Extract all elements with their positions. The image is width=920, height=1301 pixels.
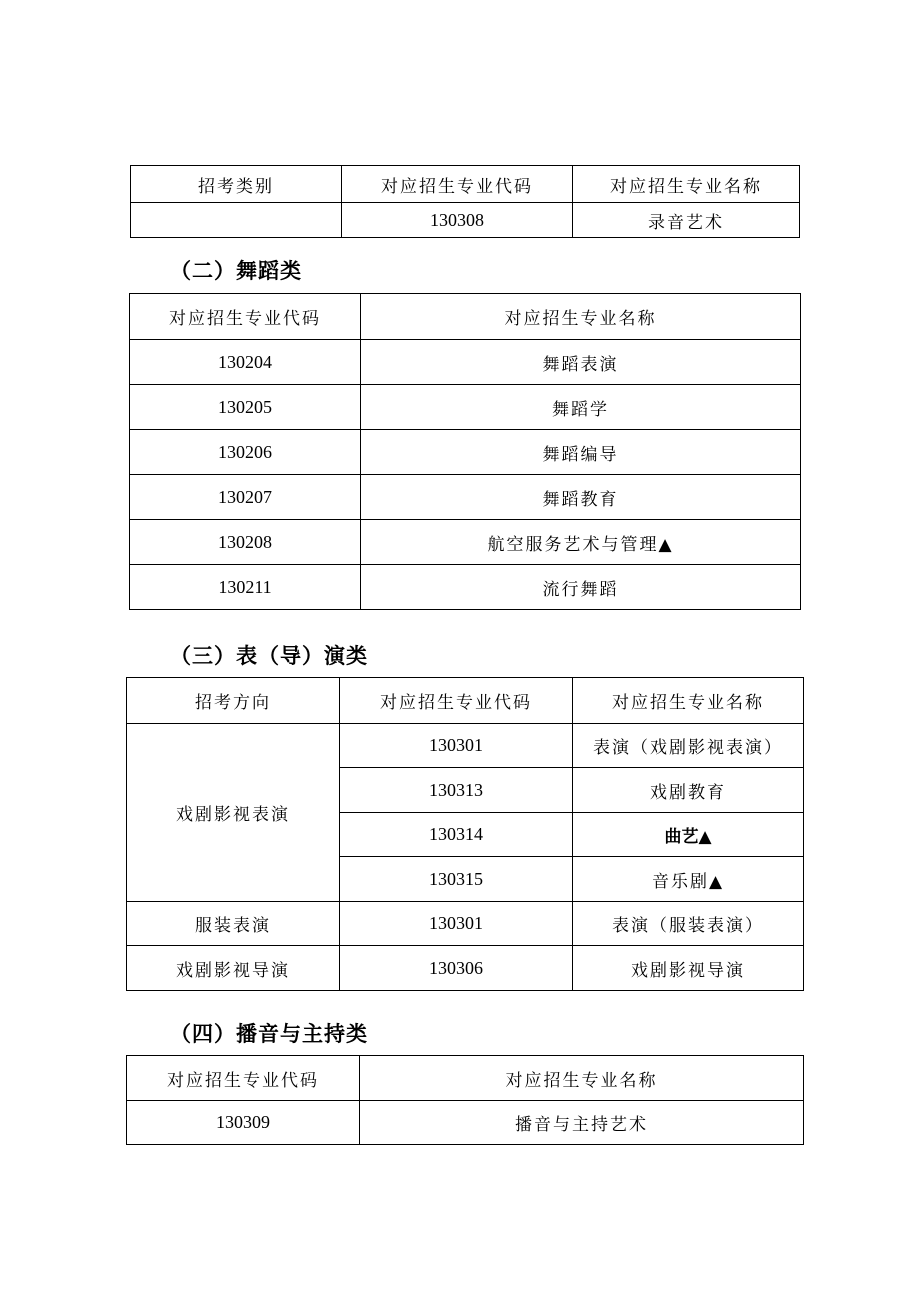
table-broadcasting (126, 1055, 804, 1145)
section-title-performance: （三）表（导）演类 (170, 644, 368, 668)
name-cell: 舞蹈学 (361, 385, 801, 430)
code-cell: 130313 (340, 768, 573, 813)
header-cell: 对应招生专业代码 (127, 1056, 360, 1101)
code-cell: 130314 (340, 813, 573, 857)
table-dance (129, 293, 801, 610)
code-cell: 130308 (342, 203, 573, 238)
table-row (131, 203, 800, 238)
header-cell: 对应招生专业名称 (361, 294, 801, 340)
table-row (130, 340, 801, 385)
name-cell: 戏剧教育 (573, 768, 804, 813)
name-cell: 曲艺▲ (573, 813, 804, 857)
table-row (127, 724, 804, 768)
name-cell: 舞蹈教育 (361, 475, 801, 520)
name-cell: 音乐剧▲ (573, 857, 804, 902)
header-cell: 招考类别 (131, 166, 342, 203)
direction-cell: 戏剧影视导演 (127, 946, 340, 991)
code-cell: 130306 (340, 946, 573, 991)
table-row (127, 902, 804, 946)
name-cell: 录音艺术 (573, 203, 800, 238)
code-cell: 130206 (130, 430, 361, 475)
table-row (130, 385, 801, 430)
direction-cell: 戏剧影视表演 (127, 724, 340, 902)
code-cell: 130309 (127, 1101, 360, 1145)
category-cell (131, 203, 342, 238)
name-cell: 航空服务艺术与管理▲ (361, 520, 801, 565)
table-header-row (127, 678, 804, 724)
header-cell: 对应招生专业名称 (360, 1056, 804, 1101)
header-cell: 对应招生专业代码 (340, 678, 573, 724)
name-cell: 表演（戏剧影视表演） (573, 724, 804, 768)
table-continued (130, 165, 800, 238)
name-cell: 表演（服装表演） (573, 902, 804, 946)
table-row (130, 520, 801, 565)
table-row (130, 475, 801, 520)
table-row (130, 565, 801, 610)
code-cell: 130207 (130, 475, 361, 520)
table-row (130, 430, 801, 475)
name-cell: 流行舞蹈 (361, 565, 801, 610)
header-cell: 对应招生专业代码 (342, 166, 573, 203)
header-cell: 对应招生专业代码 (130, 294, 361, 340)
section-title-broadcasting: （四）播音与主持类 (170, 1022, 368, 1046)
table-row (127, 1101, 804, 1145)
table-header-row (127, 1056, 804, 1101)
header-cell: 对应招生专业名称 (573, 166, 800, 203)
name-cell: 舞蹈表演 (361, 340, 801, 385)
header-cell: 对应招生专业名称 (573, 678, 804, 724)
code-cell: 130301 (340, 724, 573, 768)
code-cell: 130205 (130, 385, 361, 430)
name-cell: 戏剧影视导演 (573, 946, 804, 991)
table-header-row (131, 166, 800, 203)
name-cell: 舞蹈编导 (361, 430, 801, 475)
code-cell: 130315 (340, 857, 573, 902)
code-cell: 130211 (130, 565, 361, 610)
code-cell: 130301 (340, 902, 573, 946)
code-cell: 130204 (130, 340, 361, 385)
section-title-dance: （二）舞蹈类 (170, 259, 302, 283)
code-cell: 130208 (130, 520, 361, 565)
header-cell: 招考方向 (127, 678, 340, 724)
direction-cell: 服装表演 (127, 902, 340, 946)
table-row (127, 946, 804, 991)
name-cell: 播音与主持艺术 (360, 1101, 804, 1145)
table-performance (126, 677, 804, 991)
table-header-row (130, 294, 801, 340)
